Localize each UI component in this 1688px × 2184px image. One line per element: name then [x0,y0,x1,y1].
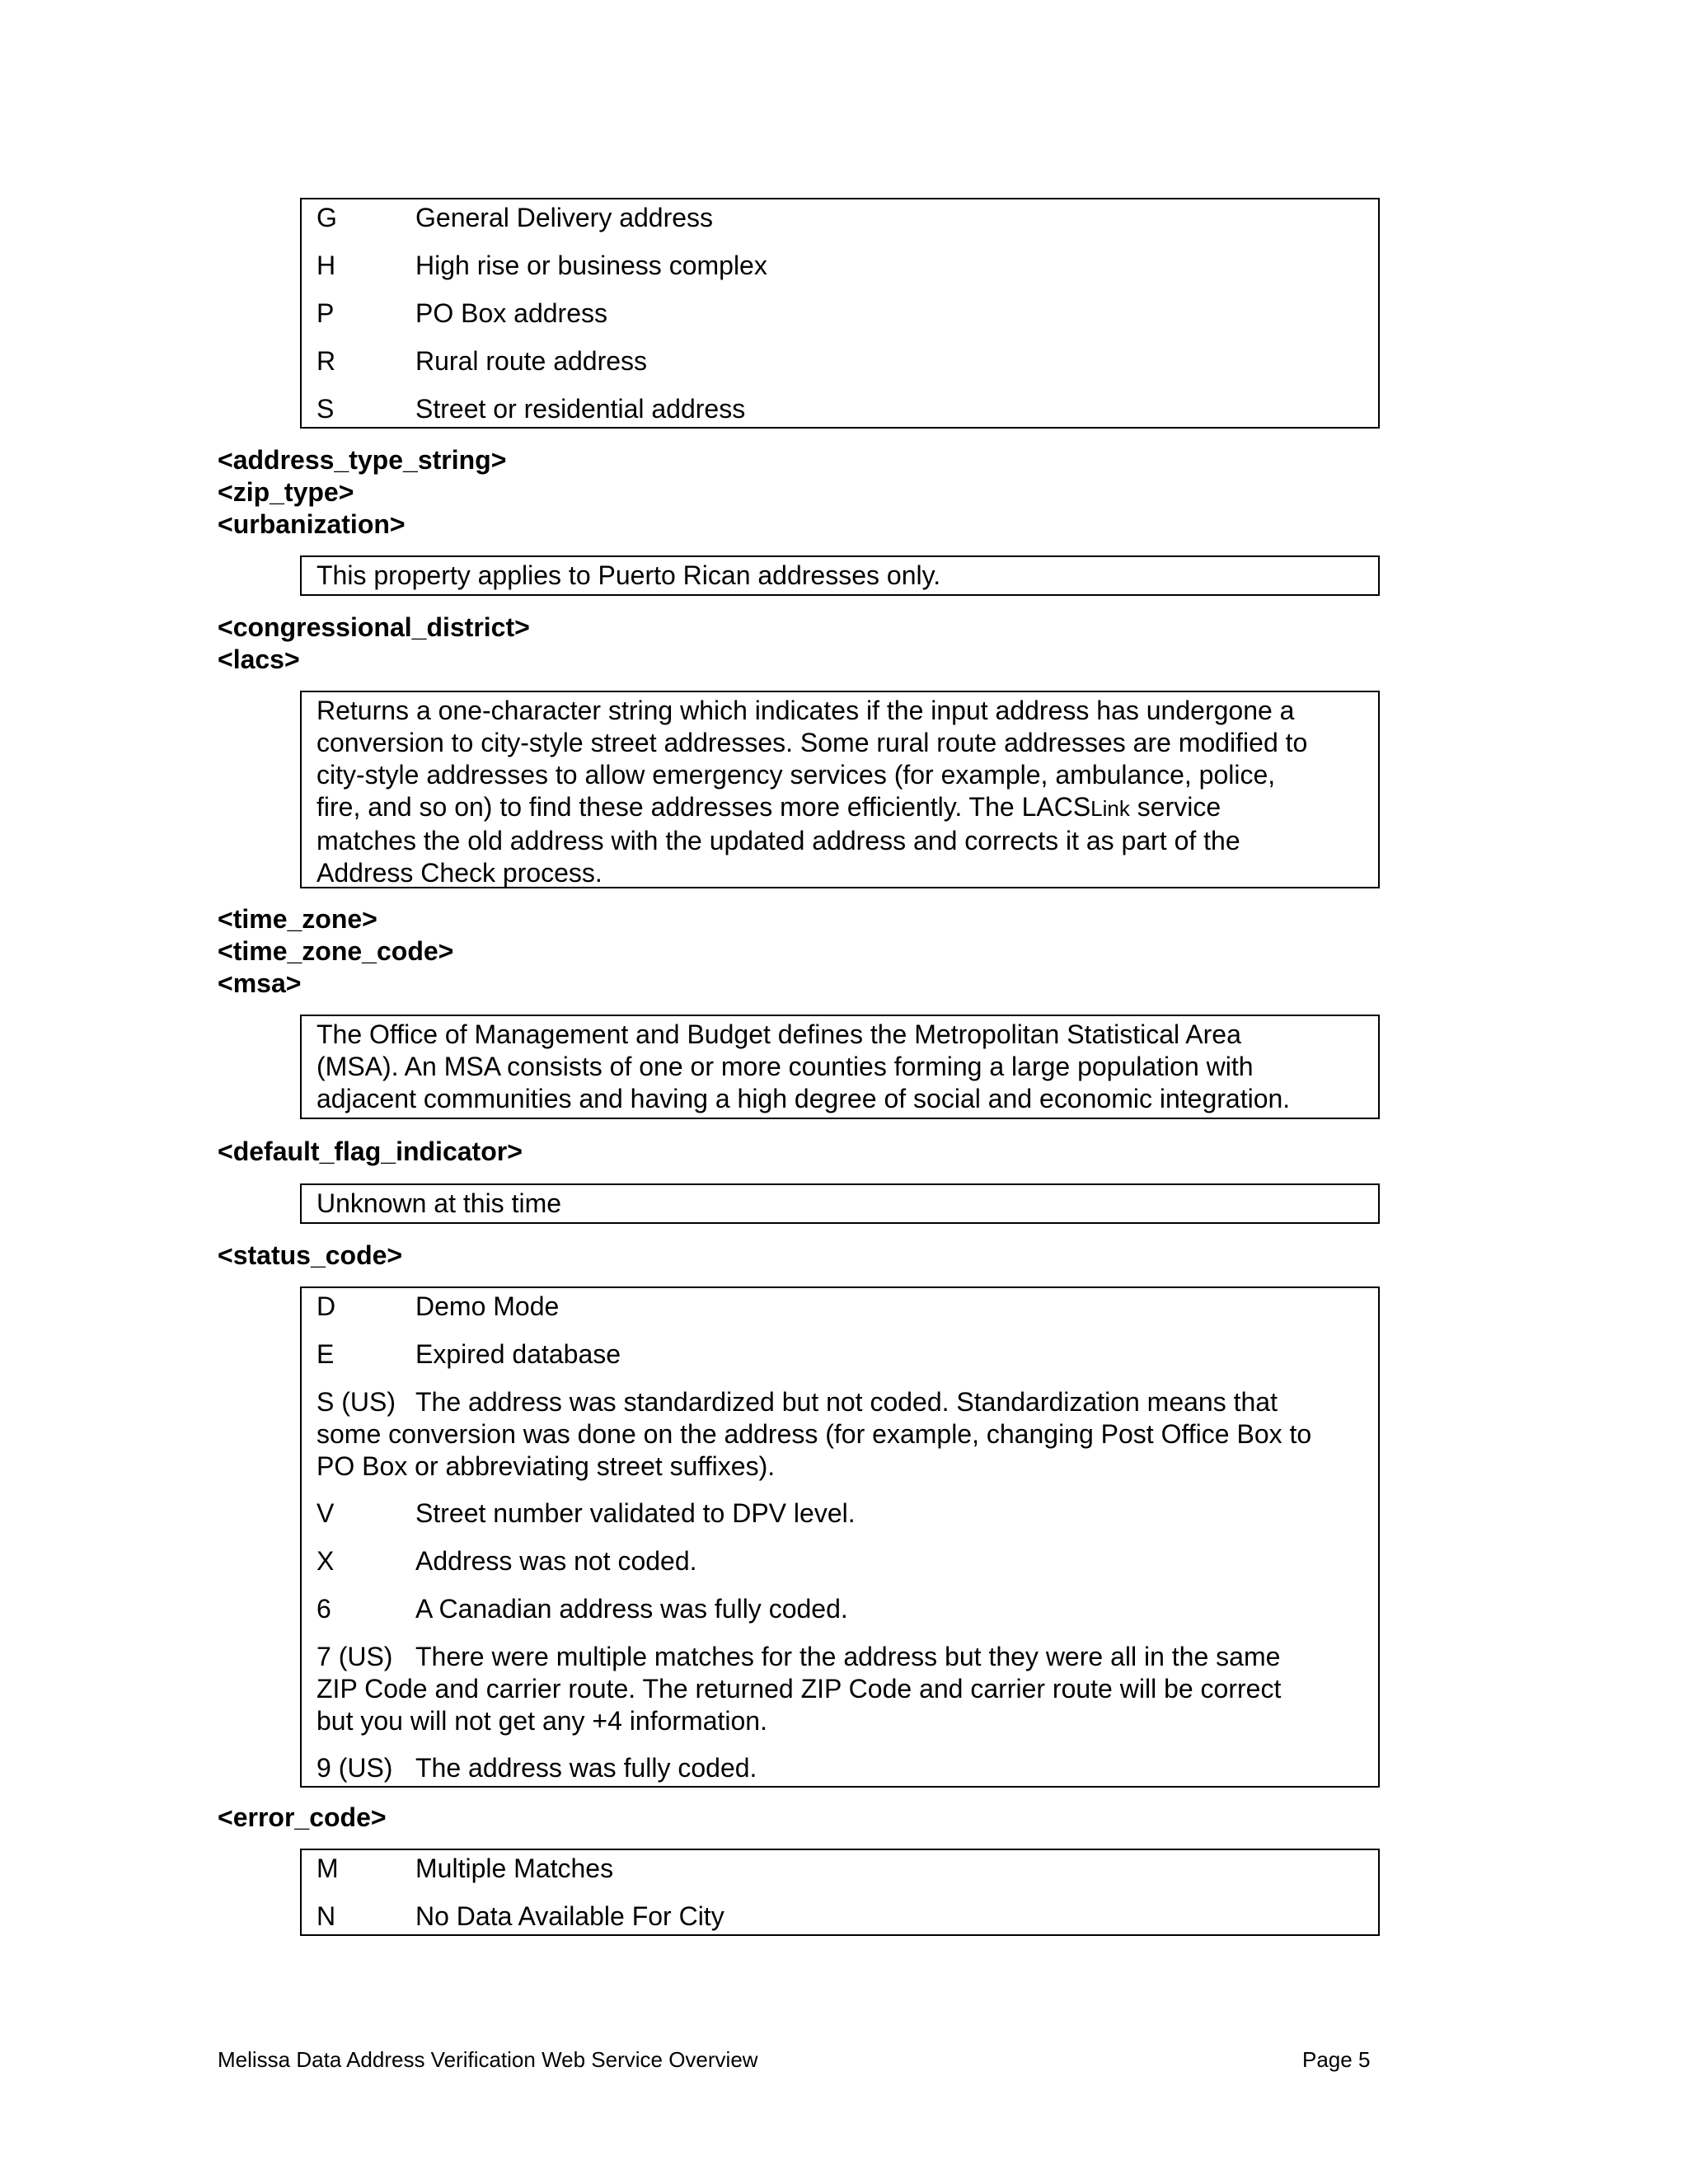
code: 6 [316,1594,331,1624]
code: N [316,1901,336,1931]
urbanization-box [300,555,1380,596]
text-line [316,1386,1367,1418]
description: PO Box address [415,298,607,328]
heading-zip-type: <zip_type> [218,477,354,507]
urbanization-note: This property applies to Puerto Rican addresses only. [316,560,941,590]
text-line: conversion to city-style street addresses. Some rural route addresses are modified to [316,728,1308,757]
status-code-box [300,1286,1380,1788]
lacs-description [316,695,1367,889]
status-code-row [316,1497,1367,1530]
description: No Data Available For City [415,1901,724,1931]
code: E [316,1339,335,1369]
error-code-row [316,1853,1367,1885]
text-line: matches the old address with the updated address and corrects it as part of the [316,826,1240,855]
text-line [316,791,1367,825]
heading-lacs: <lacs> [218,644,300,674]
text-line: ZIP Code and carrier route. The returned ZIP Code and carrier route will be correct [316,1674,1282,1704]
description: Address was not coded. [415,1546,697,1576]
description: High rise or business complex [415,251,767,280]
text-line: PO Box or abbreviating street suffixes). [316,1451,776,1481]
heading-default-flag-indicator: <default_flag_indicator> [218,1137,523,1166]
lacs-link-subscript: Link [1090,796,1130,821]
address-type-row [316,298,1367,330]
text-segment: fire, and so on) to find these addresses more efficiently. The LACS [316,792,1091,822]
text-line: The Office of Management and Budget defines the Metropolitan Statistical Area [316,1019,1241,1049]
description: Street number validated to DPV level. [415,1498,856,1528]
heading-address-type-string: <address_type_string> [218,445,507,475]
address-type-row [316,393,1367,425]
text-line: but you will not get any +4 information. [316,1706,767,1736]
address-type-row [316,250,1367,282]
description: Multiple Matches [415,1854,614,1883]
heading-time-zone: <time_zone> [218,904,377,934]
status-code-row [316,1338,1367,1371]
text-line: some conversion was done on the address (for example, changing Post Office Box to [316,1419,1312,1449]
error-code-box [300,1849,1380,1936]
code: 9 (US) [316,1753,393,1783]
text-line: (MSA). An MSA consists of one or more counties forming a large population with [316,1052,1254,1081]
code: S (US) [316,1387,396,1417]
heading-congressional-district: <congressional_district> [218,612,530,642]
code: 7 (US) [316,1642,393,1671]
heading-time-zone-code: <time_zone_code> [218,936,454,966]
status-code-row [316,1291,1367,1323]
status-code-row [316,1752,1367,1784]
text-line: adjacent communities and having a high degree of social and economic integration. [316,1084,1291,1113]
text-line: Address Check process. [316,858,603,888]
code: X [316,1546,335,1576]
code: M [316,1854,339,1883]
text-segment: service [1129,792,1221,822]
error-code-row [316,1900,1367,1933]
status-code-row [316,1545,1367,1577]
heading-error-code: <error_code> [218,1802,387,1832]
heading-status-code: <status_code> [218,1240,403,1270]
default-flag-note: Unknown at this time [316,1188,562,1218]
text-line: Returns a one-character string which indicates if the input address has undergone a [316,696,1295,725]
msa-description [316,1019,1367,1115]
footer-page-number: Page 5 [1302,2047,1371,2072]
description: The address was fully coded. [415,1753,757,1783]
status-code-row [316,1593,1367,1625]
lacs-box [300,691,1380,888]
code: V [316,1498,335,1528]
address-type-row [316,202,1367,234]
code: P [316,298,335,328]
code: H [316,251,336,280]
description: Rural route address [415,346,648,376]
code: S [316,394,335,424]
code: R [316,346,336,376]
description: A Canadian address was fully coded. [415,1594,848,1624]
footer-title: Melissa Data Address Verification Web Service Overview [218,2047,758,2072]
text-line: city-style addresses to allow emergency services (for example, ambulance, police, [316,760,1276,790]
description: General Delivery address [415,203,714,232]
description: There were multiple matches for the address but they were all in the same [415,1642,1281,1671]
heading-urbanization: <urbanization> [218,509,406,539]
msa-box [300,1015,1380,1119]
description: Demo Mode [415,1291,560,1321]
description: The address was standardized but not coded. Standardization means that [415,1387,1278,1417]
text-line [316,1641,1367,1673]
code: D [316,1291,336,1321]
address-type-row [316,345,1367,377]
description: Expired database [415,1339,621,1369]
address-type-box [300,198,1380,429]
description: Street or residential address [415,394,746,424]
heading-msa: <msa> [218,968,302,998]
status-code-row [316,1641,1367,1737]
code: G [316,203,337,232]
default-flag-box [300,1183,1380,1224]
status-code-row [316,1386,1367,1483]
